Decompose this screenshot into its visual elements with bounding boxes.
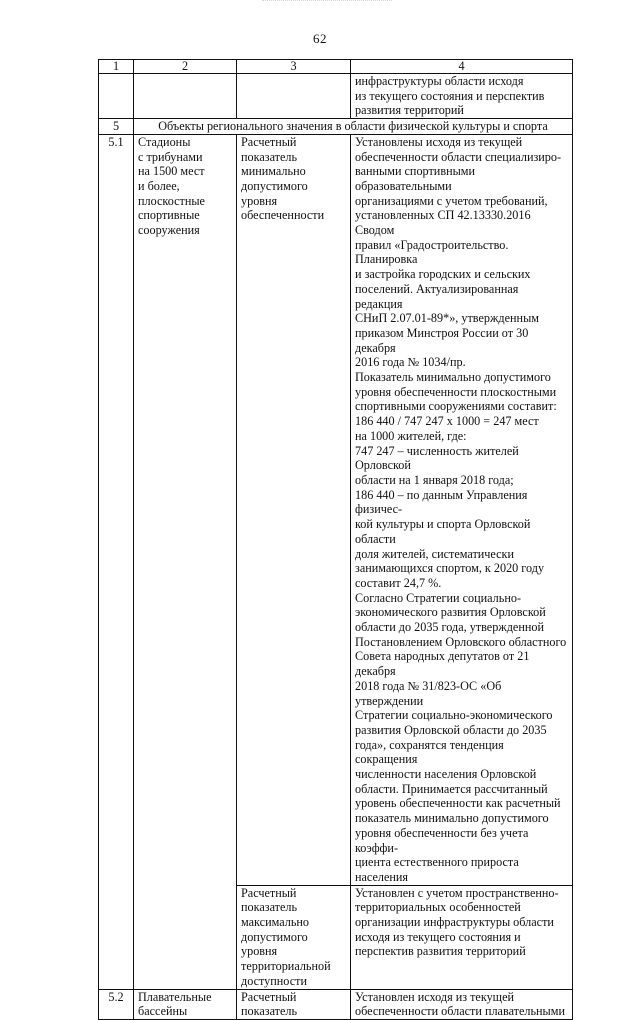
object-name-5-2: Плавательные бассейны bbox=[134, 989, 237, 1019]
object-name-5-1: Стадионы с трибунами на 1500 мест и более, плоскостные спортивные сооружения bbox=[134, 134, 237, 989]
row-number-5-2: 5.2 bbox=[99, 989, 134, 1019]
row-number-5-1: 5.1 bbox=[99, 134, 134, 989]
page-number: 62 bbox=[313, 31, 327, 46]
table-row-5-1-a bbox=[99, 134, 573, 885]
indicator-5-2: Расчетный показатель bbox=[237, 989, 351, 1019]
section-row bbox=[99, 119, 573, 135]
column-header-1: 1 bbox=[99, 60, 134, 74]
indicator-max-accessibility-5-1: Расчетный показатель максимально допустимого уровня территориальной доступности bbox=[237, 885, 351, 989]
justification-max-accessibility-5-1: Установлен с учетом пространственно- территориальных особенностей организации инфраструктуры области исходя из текущего состояния и перспектив развития территорий bbox=[351, 885, 573, 989]
table-header-row bbox=[99, 60, 573, 74]
continuation-indicator-cell bbox=[237, 74, 351, 119]
continuation-object-cell bbox=[134, 74, 237, 119]
column-header-4: 4 bbox=[351, 60, 573, 74]
regional-standards-table bbox=[98, 59, 573, 1020]
indicator-min-level-5-1: Расчетный показатель минимально допустимого уровня обеспеченности bbox=[237, 134, 351, 885]
table-row-5-2 bbox=[99, 989, 573, 1019]
justification-min-level-5-1: Установлены исходя из текущей обеспеченности области специализиро- ванными спортивными образовательными организациями с учетом требований, установленных СП 42.13330.2016 Сводом правил «Градостроительство. Планировка и застройка городских и сельских поселений. Актуализированная редакция СНиП 2.07.01-89*», утвержденным приказом Минстроя России от 30 декабря 2016 года № 1034/пр. Показатель минимально допустимого уровня обеспеченности плоскостными спортивными сооружениями составит: 186 440 / 747 247 х 1000 = 247 мест на 1000 жителей, где: 747 247 – численность жителей Орловской области на 1 января 2018 года; 186 440 – по данным Управления физичес- кой культуры и спорта Орловской области доля жителей, систематически занимающихся спортом, к 2020 году составит 24,7 %. Согласно Стратегии социально- экономического развития Орловской области до 2035 года, утвержденной Постановлением Орловского областного Совета народных депутатов от 21 декабря 2018 года № 31/823-ОС «Об утверждении Стратегии социально-экономического развития Орловской области до 2035 года», сохранятся тенденция сокращения численности населения Орловской области. Принимается рассчитанный уровень обеспеченности как расчетный показатель минимально допустимого уровня обеспеченности без учета коэффи- циента естественного прироста населения bbox=[351, 134, 573, 885]
continuation-text: инфраструктуры области исходя из текущего состояния и перспектив развития территорий bbox=[351, 74, 573, 119]
scan-artifact bbox=[262, 0, 392, 7]
continuation-number-cell bbox=[99, 74, 134, 119]
justification-5-2: Установлен исходя из текущей обеспеченности области плавательными bbox=[351, 989, 573, 1019]
column-header-2: 2 bbox=[134, 60, 237, 74]
section-title: Объекты регионального значения в области физической культуры и спорта bbox=[134, 119, 573, 135]
column-header-3: 3 bbox=[237, 60, 351, 74]
continuation-row bbox=[99, 74, 573, 119]
section-number: 5 bbox=[99, 119, 134, 135]
